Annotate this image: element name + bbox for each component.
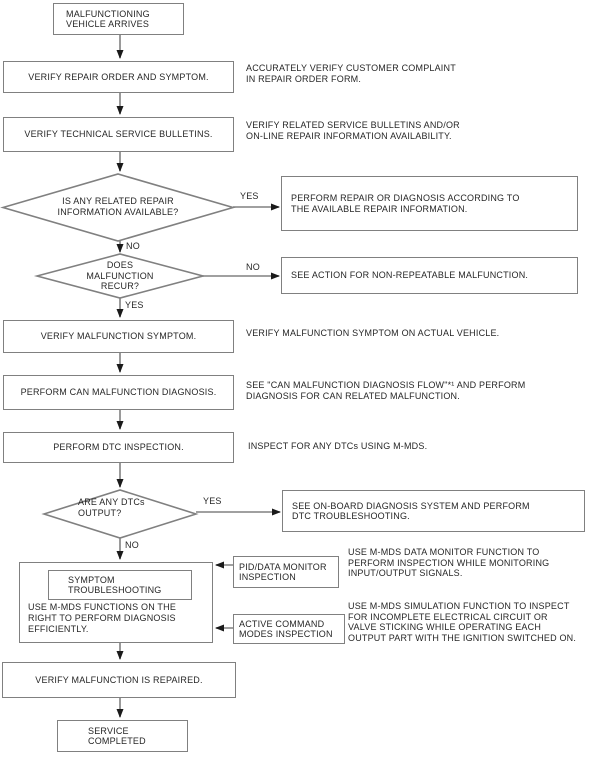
node-label: MALFUNCTIONING	[66, 8, 150, 19]
node-label: VERIFY MALFUNCTION IS REPAIRED.	[35, 674, 203, 685]
branch-label-no-repair-info: NO	[126, 241, 140, 251]
node-verify-malfunction-repaired	[2, 662, 236, 698]
node-label: VERIFY REPAIR ORDER AND SYMPTOM.	[28, 71, 209, 82]
decision-repair-info-text: IS ANY RELATED REPAIR INFORMATION AVAILABLE?	[57, 196, 179, 217]
node-label: COMPLETED	[88, 736, 146, 746]
branch-label-no-dtcs: NO	[125, 540, 139, 550]
node-perform-repair-per-info: PERFORM REPAIR OR DIAGNOSIS ACCORDING TO THE AVAILABLE REPAIR INFORMATION.	[281, 176, 578, 231]
node-see-action-non-repeatable: SEE ACTION FOR NON-REPEATABLE MALFUNCTION.	[281, 257, 578, 294]
note-repair-order: ACCURATELY VERIFY CUSTOMER COMPLAINT IN REPAIR ORDER FORM.	[246, 63, 456, 84]
node-label: PERFORM CAN MALFUNCTION DIAGNOSIS.	[20, 387, 217, 398]
node-label: VEHICLE ARRIVES	[66, 19, 150, 29]
note-tsb: VERIFY RELATED SERVICE BULLETINS AND/OR ON-LINE REPAIR INFORMATION AVAILABILITY.	[246, 120, 460, 141]
node-verify-malfunction-symptom	[3, 320, 234, 353]
node-pid-data-monitor-inspection: PID/DATA MONITOR INSPECTION	[233, 556, 339, 588]
note-active-command: USE M-MDS SIMULATION FUNCTION TO INSPECT FOR INCOMPLETE ELECTRICAL CIRCUIT OR VALVE STICKING WHILE OPERATING EACH OUTPUT PART WITH THE IGNITION SWITCHED ON.	[348, 601, 577, 643]
node-service-completed	[57, 720, 188, 752]
node-label: VERIFY TECHNICAL SERVICE BULLETINS.	[24, 129, 213, 140]
symptom-troubleshooting-title-box: SYMPTOM TROUBLESHOOTING	[48, 570, 192, 600]
node-label: SERVICE	[88, 725, 129, 736]
node-verify-tsb	[3, 117, 234, 152]
note-can-diagnosis: SEE "CAN MALFUNCTION DIAGNOSIS FLOW"*¹ AND PERFORM DIAGNOSIS FOR CAN RELATED MALFUNCTION.	[246, 380, 526, 401]
node-can-malfunction-diagnosis	[3, 375, 234, 410]
symptom-troubleshooting-body: USE M-MDS FUNCTIONS ON THE RIGHT TO PERFORM DIAGNOSIS EFFICIENTLY.	[28, 602, 177, 634]
note-verify-symptom: VERIFY MALFUNCTION SYMPTOM ON ACTUAL VEHICLE.	[246, 328, 500, 338]
node-label: VERIFY MALFUNCTION SYMPTOM.	[40, 331, 197, 342]
node-verify-repair-order	[3, 61, 234, 93]
branch-label-yes-recur: YES	[125, 300, 144, 310]
node-obd-dtc-troubleshooting: SEE ON-BOARD DIAGNOSIS SYSTEM AND PERFORM DTC TROUBLESHOOTING.	[282, 490, 585, 532]
branch-label-yes-dtcs: YES	[203, 496, 222, 506]
node-active-command-modes-inspection: ACTIVE COMMAND MODES INSPECTION	[233, 614, 345, 644]
decision-malfunction-recur-text: DOES MALFUNCTION RECUR?	[86, 260, 154, 291]
node-malfunctioning-vehicle-arrives	[53, 3, 184, 35]
node-label: PERFORM DTC INSPECTION.	[53, 442, 184, 453]
node-dtc-inspection	[3, 432, 234, 463]
note-dtc-inspection: INSPECT FOR ANY DTCs USING M-MDS.	[248, 441, 428, 451]
decision-dtcs-output-text: ARE ANY DTCs OUTPUT?	[78, 497, 145, 518]
branch-label-yes-repair-info: YES	[240, 191, 259, 201]
note-pid-data-monitor: USE M-MDS DATA MONITOR FUNCTION TO PERFORM INSPECTION WHILE MONITORING INPUT/OUTPUT SIGNALS.	[348, 547, 550, 578]
branch-label-no-recur: NO	[246, 262, 260, 272]
